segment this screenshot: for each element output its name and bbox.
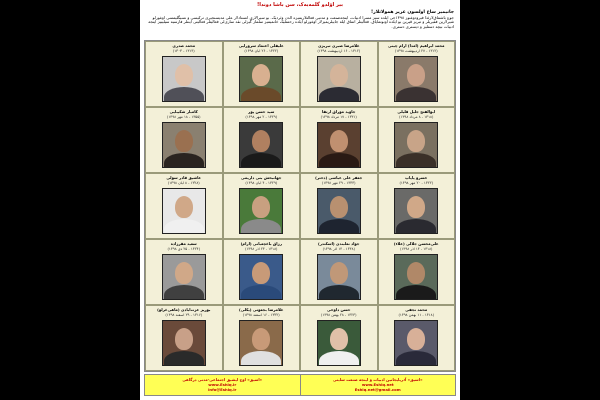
portrait-card <box>378 173 456 239</box>
portrait-card <box>223 173 301 239</box>
photo-head <box>330 196 348 218</box>
header <box>140 0 460 30</box>
portrait-grid-frame <box>144 40 456 372</box>
portrait-card <box>378 239 456 305</box>
footer-left-title: «اسیق» اوچ ایشیق اجتماعی-مدنی درگاهی <box>182 377 263 382</box>
person-dates: (۱۳۲۳ - ۲۸ بهمن ۱۳۹۸) <box>320 313 357 317</box>
person-photo <box>317 320 361 366</box>
person-name: غلامرضا صبری تبریزی <box>317 44 360 48</box>
photo-body <box>396 351 436 366</box>
person-photo <box>239 320 283 366</box>
person-dates: (۱۳۲۲ - ۲۰ مهر ۱۳۹۸) <box>399 181 434 185</box>
person-name: سعید مقرزاده <box>170 242 197 246</box>
photo-body <box>164 87 204 102</box>
photo-head <box>252 196 270 218</box>
top-title: بیر اؤلدو گلمه‌یه‌ک، سن باشا دوندا! <box>256 2 344 8</box>
photo-body <box>319 351 359 366</box>
portrait-card <box>145 305 223 371</box>
portrait-card <box>145 107 223 173</box>
person-name: علیقلی اعتماد سرورآیی <box>238 44 284 48</box>
person-photo <box>394 254 438 300</box>
greeting: جانیمیز ساغ اولسون عزیز همولاتلار! <box>371 10 454 15</box>
person-photo <box>317 122 361 168</box>
photo-body <box>164 153 204 168</box>
person-photo <box>239 254 283 300</box>
photo-head <box>407 262 425 284</box>
photo-head <box>175 130 193 152</box>
photo-body <box>164 351 204 366</box>
person-name: محمد ابراهیم (امدا) آرام چینی <box>387 44 445 48</box>
photo-body <box>241 153 281 168</box>
portrait-card <box>300 239 378 305</box>
footer-right-email[interactable]: Eshiq.net@gmail.com <box>354 387 401 392</box>
person-photo <box>394 188 438 234</box>
person-name: خسرو پاپاپ <box>405 176 428 180</box>
person-name: جواد نعلبندی (اسکندر) <box>317 242 360 246</box>
person-name: جاوید موراق ارتقا <box>322 110 356 114</box>
photo-body <box>396 153 436 168</box>
person-name: غلامرضا بجعوتی (یکلی) <box>239 308 284 312</box>
portrait-card <box>378 107 456 173</box>
photo-head <box>175 262 193 284</box>
portrait-card <box>223 239 301 305</box>
portrait-card <box>223 41 301 107</box>
person-photo <box>239 188 283 234</box>
person-dates: (۱۳۱۲ - ۱۶ اردیبهشت ۱۳۹۸) <box>317 49 361 53</box>
footer-left <box>145 375 300 395</box>
footer-right-title: «اسیق» آذربایجانین ادبیات و اینجه صنعت سایتی <box>332 377 423 382</box>
person-photo <box>239 122 283 168</box>
footer-left-email[interactable]: info@Eshiq.ir <box>208 387 237 392</box>
person-dates: (۱۳۲۴ - ۲۵ دی ۱۳۹۸) <box>167 247 200 251</box>
footer-right <box>300 375 456 395</box>
person-photo <box>317 56 361 102</box>
person-name: سید حسن پور <box>248 110 275 114</box>
photo-head <box>330 130 348 152</box>
person-dates: (۱۳۱۴ - ۱۳۰۳) <box>172 49 195 53</box>
photo-head <box>175 64 193 86</box>
photo-head <box>175 328 193 350</box>
person-dates: (۱۳۳۱ - ۱۷ مرداد ۱۳۹۸) <box>320 115 357 119</box>
person-photo <box>394 56 438 102</box>
person-name: ابوالفتح جلیل قلیلی <box>397 110 436 114</box>
person-name: محمد صدری <box>172 44 196 48</box>
person-dates: (۱۳۱۶ - ۲۹ اسفند ۱۳۹۸) <box>165 313 203 317</box>
portrait-card <box>223 305 301 371</box>
footer <box>144 374 456 396</box>
photo-head <box>252 130 270 152</box>
photo-head <box>252 328 270 350</box>
photo-head <box>407 196 425 218</box>
person-photo <box>317 188 361 234</box>
person-name: جهانبخش بنی داریمی <box>241 176 282 180</box>
portrait-card <box>145 239 223 305</box>
intro-paragraph: جوع باشماق‌لارئذا فیرودوغنوز ۱۳۹۸جی ایلده سیز مسرا ادبیات، اینجه‌صنعت و مدنیی فعالتلاریمیزه الدن وئردیک. بو سیرالاری انستادلار علی مدیسنجیری ترکیسی و نسیگلیمسی اوغورلو شیرلارین فقیریلر و تبریز قیرین بو ایلده اونوتمایاق. فعالیتلر اتماق ایله جابیلریمیزلار اوغورلو ایلده رحمتلیک خانمیمیز سلماز گیزلی نقد ساری‌لی فعالیتلر فعالیتی اینتلر فارسیه سیلیبیز اینجه ادبیات نیچه دستلیز و دیستری دستری. <box>148 14 454 29</box>
person-photo <box>162 320 206 366</box>
person-dates: (۱۳۳۸ - ۱۴ آذر ۱۳۹۸) <box>322 247 355 251</box>
person-dates: (۱۳۱۸ - ۱۴ آذر ۱۳۹۸) <box>400 247 433 251</box>
person-dates: (۱۳۱۸ - ۲۳ آذر ۱۳۹۸) <box>245 247 278 251</box>
person-photo <box>162 122 206 168</box>
photo-body <box>241 351 281 366</box>
photo-head <box>252 262 270 284</box>
person-name: رزاق باغچه‌بانی (آرام) <box>240 242 282 246</box>
photo-body <box>164 285 204 300</box>
portrait-card <box>300 107 378 173</box>
photo-body <box>319 87 359 102</box>
person-name: محمد نجفی <box>405 308 428 312</box>
photo-body <box>164 219 204 234</box>
person-name: بوریز عزت‌آبادی (ماهی‌غرلو) <box>157 308 211 312</box>
person-dates: (۱۳۳۳ - ۲۹ مهر ۱۳۹۸) <box>321 181 356 185</box>
person-name: عاشیق قادر سولی <box>166 176 202 180</box>
person-dates: (۱۳۵۵ - ۱۸ مهر ۱۳۹۸) <box>166 115 201 119</box>
portrait-card <box>145 173 223 239</box>
portrait-grid <box>145 41 455 371</box>
portrait-card <box>378 305 456 371</box>
person-photo <box>317 254 361 300</box>
photo-body <box>319 285 359 300</box>
photo-body <box>319 219 359 234</box>
photo-body <box>241 219 281 234</box>
person-name: علی‌محسن جلالی (علاء) <box>393 242 439 246</box>
person-name: حسن داوخی <box>326 308 351 312</box>
photo-body <box>396 87 436 102</box>
portrait-card <box>223 107 301 173</box>
person-dates: (۱۳۲۲ - ۲۶ آبان ۱۳۹۸) <box>244 49 279 53</box>
footer-right-website[interactable]: www.Eshiq.net <box>361 382 394 387</box>
portrait-card <box>378 41 456 107</box>
photo-head <box>407 130 425 152</box>
photo-body <box>396 285 436 300</box>
photo-head <box>175 196 193 218</box>
person-photo <box>239 56 283 102</box>
photo-head <box>330 64 348 86</box>
person-photo <box>162 56 206 102</box>
person-dates: (۱۳۲۹ - ۲ مهر ۱۳۹۸) <box>245 115 278 119</box>
portrait-card <box>145 41 223 107</box>
portrait-card <box>300 41 378 107</box>
photo-head <box>252 64 270 86</box>
portrait-card <box>300 173 378 239</box>
person-name: کامبار شکیبایی <box>169 110 198 114</box>
person-photo <box>162 254 206 300</box>
photo-body <box>396 219 436 234</box>
person-dates: (۱۳۲۹ - ۴ آبان ۱۳۹۸) <box>245 181 278 185</box>
photo-head <box>330 328 348 350</box>
photo-head <box>330 262 348 284</box>
photo-head <box>407 64 425 86</box>
memorial-sheet <box>140 0 460 400</box>
person-dates: (۱۳۱۲ - ۲۷ اردیبهشت ۱۳۹۸) <box>394 49 438 53</box>
photo-body <box>241 285 281 300</box>
person-name: جعفر علی عباسی (دختر) <box>315 176 363 180</box>
person-photo <box>394 122 438 168</box>
photo-body <box>319 153 359 168</box>
person-photo <box>394 320 438 366</box>
person-photo <box>162 188 206 234</box>
person-dates: (۱۳۳۲ - ۱۶ اسفند ۱۳۹۸) <box>242 313 280 317</box>
photo-head <box>407 328 425 350</box>
photo-body <box>241 87 281 102</box>
person-dates: (۱۳۲۸ - ۸ آبان ۱۳۹۸) <box>167 181 200 185</box>
portrait-card <box>300 305 378 371</box>
person-dates: (۱۳۱۸ - ۱۱ بهمن ۱۳۹۸) <box>398 313 434 317</box>
footer-left-website[interactable]: www.Eshiq.ir <box>208 382 237 387</box>
person-dates: (۱۳۱۸ - ۸ مرداد ۱۳۹۸) <box>399 115 434 119</box>
